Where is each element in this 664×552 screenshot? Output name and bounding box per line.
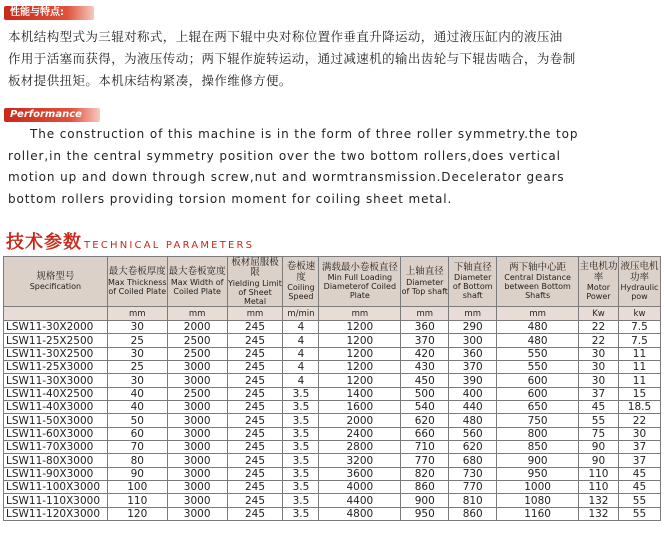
spec-cell: LSW11-90X3000 bbox=[4, 467, 108, 480]
table-cell: 600 bbox=[497, 374, 579, 387]
table-cell: 650 bbox=[497, 401, 579, 414]
table-cell: 3000 bbox=[167, 427, 227, 440]
column-header bbox=[497, 257, 579, 307]
table-cell: 550 bbox=[497, 361, 579, 374]
table-row bbox=[4, 401, 661, 414]
table-cell: 2500 bbox=[167, 387, 227, 400]
unit-cell: mm bbox=[167, 307, 227, 321]
table-cell: 245 bbox=[227, 427, 283, 440]
table-cell: 30 bbox=[618, 427, 660, 440]
table-cell: 245 bbox=[227, 401, 283, 414]
table-cell: 2500 bbox=[167, 334, 227, 347]
table-cell: 950 bbox=[497, 467, 579, 480]
table-cell: 75 bbox=[579, 427, 619, 440]
column-header-cn: 两下轴中心距 bbox=[509, 261, 567, 273]
table-cell: 3000 bbox=[167, 467, 227, 480]
table-cell: 3.5 bbox=[283, 481, 319, 494]
table-cell: 360 bbox=[401, 321, 449, 334]
spec-cell: LSW11-30X3000 bbox=[4, 374, 108, 387]
technical-title-cn: 技术参数 bbox=[6, 232, 82, 253]
table-cell: 3.5 bbox=[283, 454, 319, 467]
table-cell: 680 bbox=[449, 454, 497, 467]
table-cell: 370 bbox=[401, 334, 449, 347]
table-cell: 55 bbox=[618, 507, 660, 520]
table-cell: 800 bbox=[497, 427, 579, 440]
table-cell: 3000 bbox=[167, 361, 227, 374]
table-cell: 245 bbox=[227, 361, 283, 374]
column-header bbox=[579, 257, 619, 307]
table-row bbox=[4, 361, 661, 374]
unit-cell bbox=[4, 307, 108, 321]
table-cell: 7.5 bbox=[618, 321, 660, 334]
unit-cell: kw bbox=[618, 307, 660, 321]
table-cell: 22 bbox=[618, 414, 660, 427]
table-row bbox=[4, 427, 661, 440]
table-cell: 450 bbox=[401, 374, 449, 387]
column-header bbox=[283, 257, 319, 307]
performance-line: motion up and down through screw,nut and wormtransmission.Decelerator gears bbox=[8, 170, 565, 184]
spec-cell: LSW11-60X3000 bbox=[4, 427, 108, 440]
table-cell: 400 bbox=[449, 387, 497, 400]
table-cell: 4000 bbox=[319, 481, 401, 494]
table-cell: 1200 bbox=[319, 361, 401, 374]
table-cell: 90 bbox=[579, 441, 619, 454]
table-cell: 245 bbox=[227, 321, 283, 334]
table-cell: 1000 bbox=[497, 481, 579, 494]
table-cell: 70 bbox=[107, 441, 167, 454]
table-cell: 3000 bbox=[167, 401, 227, 414]
table-cell: 820 bbox=[401, 467, 449, 480]
column-header-en: Yielding Limit of Sheet Metal bbox=[228, 278, 282, 306]
table-cell: 245 bbox=[227, 441, 283, 454]
spec-cell: LSW11-25X3000 bbox=[4, 361, 108, 374]
column-header-cn: 规格型号 bbox=[36, 270, 75, 282]
features-line: 本机结构型式为三辊对称式，上辊在两下辊中央对称位置作垂直升降运动，通过液压缸内的液压油 bbox=[8, 29, 563, 44]
table-row bbox=[4, 441, 661, 454]
table-cell: 860 bbox=[449, 507, 497, 520]
table-cell: 420 bbox=[401, 347, 449, 360]
column-header-cn: 最大卷板宽度 bbox=[168, 266, 226, 278]
features-line: 板材提供扭矩。本机床结构紧凑，操作维修方便。 bbox=[8, 73, 292, 88]
column-header bbox=[319, 257, 401, 307]
column-header-cn: 主电机功率 bbox=[579, 261, 618, 283]
table-cell: 45 bbox=[618, 481, 660, 494]
spec-cell: LSW11-80X3000 bbox=[4, 454, 108, 467]
table-cell: 3200 bbox=[319, 454, 401, 467]
column-header-cn: 卷板速度 bbox=[286, 261, 316, 283]
column-header bbox=[227, 257, 283, 307]
column-header bbox=[107, 257, 167, 307]
table-cell: 550 bbox=[497, 347, 579, 360]
table-cell: 480 bbox=[497, 334, 579, 347]
table-cell: 1600 bbox=[319, 401, 401, 414]
table-cell: 900 bbox=[401, 494, 449, 507]
column-header-cn: 板材屈服极限 bbox=[231, 256, 279, 278]
table-cell: 3.5 bbox=[283, 467, 319, 480]
table-cell: 37 bbox=[618, 454, 660, 467]
table-cell: 4800 bbox=[319, 507, 401, 520]
column-header-en: Max Thickness of Coiled Plate bbox=[107, 277, 167, 296]
table-cell: 245 bbox=[227, 387, 283, 400]
column-header-cn: 满载最小卷板直径 bbox=[321, 261, 398, 273]
table-cell: 3.5 bbox=[283, 441, 319, 454]
performance-line: bottom rollers providing torsion moment for coiling sheet metal. bbox=[8, 191, 453, 206]
column-header-cn: 下轴直径 bbox=[453, 261, 492, 273]
table-cell: 860 bbox=[401, 481, 449, 494]
table-cell: 11 bbox=[618, 361, 660, 374]
table-cell: 30 bbox=[579, 361, 619, 374]
unit-cell: mm bbox=[227, 307, 283, 321]
table-cell: 245 bbox=[227, 481, 283, 494]
table-cell: 11 bbox=[618, 374, 660, 387]
table-cell: 45 bbox=[618, 467, 660, 480]
table-cell: 1200 bbox=[319, 347, 401, 360]
technical-parameters-title bbox=[6, 228, 254, 252]
table-row bbox=[4, 494, 661, 507]
table-cell: 750 bbox=[497, 414, 579, 427]
column-header bbox=[167, 257, 227, 307]
table-row bbox=[4, 454, 661, 467]
table-cell: 25 bbox=[107, 361, 167, 374]
table-cell: 120 bbox=[107, 507, 167, 520]
table-cell: 440 bbox=[449, 401, 497, 414]
spec-cell: LSW11-100X3000 bbox=[4, 481, 108, 494]
spec-cell: LSW11-30X2500 bbox=[4, 347, 108, 360]
table-cell: 30 bbox=[579, 347, 619, 360]
column-header-en: Hydraulic pow bbox=[620, 283, 659, 301]
table-row bbox=[4, 414, 661, 427]
table-cell: 1200 bbox=[319, 321, 401, 334]
unit-cell: m/min bbox=[283, 307, 319, 321]
spec-cell: LSW11-50X3000 bbox=[4, 414, 108, 427]
table-cell: 480 bbox=[449, 414, 497, 427]
table-cell: 900 bbox=[497, 454, 579, 467]
table-cell: 4 bbox=[283, 334, 319, 347]
table-cell: 620 bbox=[449, 441, 497, 454]
column-header-en: Diameter of Top shaft bbox=[401, 277, 448, 296]
table-cell: 7.5 bbox=[618, 334, 660, 347]
table-cell: 1200 bbox=[319, 334, 401, 347]
table-cell: 245 bbox=[227, 494, 283, 507]
table-header-row bbox=[4, 257, 661, 307]
column-header-en: Central Distance between Bottom Shafts bbox=[504, 273, 571, 301]
table-cell: 30 bbox=[579, 374, 619, 387]
column-header bbox=[4, 257, 108, 307]
table-cell: 3000 bbox=[167, 507, 227, 520]
table-cell: 30 bbox=[107, 374, 167, 387]
table-cell: 710 bbox=[401, 441, 449, 454]
table-cell: 1160 bbox=[497, 507, 579, 520]
column-header-en: Max Width of Coiled Plate bbox=[170, 277, 224, 296]
table-cell: 60 bbox=[107, 427, 167, 440]
table-cell: 3.5 bbox=[283, 387, 319, 400]
unit-cell: mm bbox=[449, 307, 497, 321]
column-header-en: Motor Power bbox=[586, 283, 611, 301]
spec-cell: LSW11-40X3000 bbox=[4, 401, 108, 414]
table-cell: 2500 bbox=[167, 347, 227, 360]
column-header-en: Min Full Loading Diameterof Coiled Plate bbox=[323, 273, 397, 301]
table-cell: 100 bbox=[107, 481, 167, 494]
features-paragraph bbox=[8, 26, 658, 92]
table-row bbox=[4, 347, 661, 360]
spec-cell: LSW11-30X2000 bbox=[4, 321, 108, 334]
column-header-cn: 液压电机功率 bbox=[620, 261, 659, 283]
table-cell: 3.5 bbox=[283, 507, 319, 520]
table-cell: 950 bbox=[401, 507, 449, 520]
table-cell: 245 bbox=[227, 374, 283, 387]
table-cell: 2000 bbox=[167, 321, 227, 334]
table-cell: 660 bbox=[401, 427, 449, 440]
table-row bbox=[4, 334, 661, 347]
table-cell: 390 bbox=[449, 374, 497, 387]
table-cell: 30 bbox=[107, 347, 167, 360]
table-cell: 110 bbox=[107, 494, 167, 507]
table-cell: 850 bbox=[497, 441, 579, 454]
table-row bbox=[4, 374, 661, 387]
unit-cell: mm bbox=[107, 307, 167, 321]
table-cell: 25 bbox=[107, 334, 167, 347]
performance-heading-tag: Performance bbox=[4, 108, 100, 122]
table-row bbox=[4, 321, 661, 334]
table-cell: 3000 bbox=[167, 454, 227, 467]
parameters-table bbox=[3, 256, 661, 521]
table-cell: 40 bbox=[107, 387, 167, 400]
table-cell: 1400 bbox=[319, 387, 401, 400]
column-header-cn: 上轴直径 bbox=[405, 266, 444, 278]
spec-cell: LSW11-25X2500 bbox=[4, 334, 108, 347]
performance-line: roller,in the central symmetry position over the two bottom rollers,does vertical bbox=[8, 148, 561, 163]
table-cell: 22 bbox=[579, 334, 619, 347]
table-cell: 90 bbox=[579, 454, 619, 467]
table-cell: 90 bbox=[107, 467, 167, 480]
table-cell: 245 bbox=[227, 507, 283, 520]
table-cell: 2000 bbox=[319, 414, 401, 427]
table-cell: 18.5 bbox=[618, 401, 660, 414]
table-cell: 37 bbox=[579, 387, 619, 400]
table-cell: 37 bbox=[618, 441, 660, 454]
table-cell: 1200 bbox=[319, 374, 401, 387]
unit-cell: mm bbox=[319, 307, 401, 321]
spec-cell: LSW11-120X3000 bbox=[4, 507, 108, 520]
table-cell: 3.5 bbox=[283, 494, 319, 507]
table-cell: 3000 bbox=[167, 374, 227, 387]
table-row bbox=[4, 481, 661, 494]
table-cell: 30 bbox=[107, 321, 167, 334]
performance-paragraph bbox=[8, 124, 658, 210]
table-cell: 370 bbox=[449, 361, 497, 374]
table-cell: 245 bbox=[227, 414, 283, 427]
table-cell: 770 bbox=[449, 481, 497, 494]
table-cell: 245 bbox=[227, 467, 283, 480]
table-cell: 1080 bbox=[497, 494, 579, 507]
table-cell: 500 bbox=[401, 387, 449, 400]
table-cell: 132 bbox=[579, 507, 619, 520]
table-cell: 4 bbox=[283, 321, 319, 334]
table-cell: 560 bbox=[449, 427, 497, 440]
table-cell: 245 bbox=[227, 334, 283, 347]
table-cell: 290 bbox=[449, 321, 497, 334]
table-cell: 55 bbox=[579, 414, 619, 427]
table-cell: 15 bbox=[618, 387, 660, 400]
spec-cell: LSW11-70X3000 bbox=[4, 441, 108, 454]
table-cell: 22 bbox=[579, 321, 619, 334]
table-cell: 770 bbox=[401, 454, 449, 467]
table-cell: 3000 bbox=[167, 494, 227, 507]
table-row bbox=[4, 467, 661, 480]
table-cell: 2800 bbox=[319, 441, 401, 454]
spec-cell: LSW11-40X2500 bbox=[4, 387, 108, 400]
table-cell: 11 bbox=[618, 347, 660, 360]
spec-cell: LSW11-110X3000 bbox=[4, 494, 108, 507]
table-cell: 245 bbox=[227, 454, 283, 467]
table-cell: 3.5 bbox=[283, 414, 319, 427]
table-cell: 132 bbox=[579, 494, 619, 507]
table-cell: 3.5 bbox=[283, 427, 319, 440]
unit-cell: Kw bbox=[579, 307, 619, 321]
table-cell: 810 bbox=[449, 494, 497, 507]
column-header-en: Specification bbox=[29, 282, 82, 292]
table-cell: 50 bbox=[107, 414, 167, 427]
table-cell: 730 bbox=[449, 467, 497, 480]
table-cell: 480 bbox=[497, 321, 579, 334]
table-cell: 3000 bbox=[167, 481, 227, 494]
column-header-cn: 最大卷板厚度 bbox=[108, 266, 166, 278]
table-cell: 3.5 bbox=[283, 401, 319, 414]
table-cell: 3600 bbox=[319, 467, 401, 480]
column-header-en: Diameter of Bottom shaft bbox=[452, 273, 493, 301]
table-cell: 3000 bbox=[167, 441, 227, 454]
table-cell: 4400 bbox=[319, 494, 401, 507]
table-cell: 3000 bbox=[167, 414, 227, 427]
performance-line: The construction of this machine is in the form of three roller symmetry.the top bbox=[30, 127, 579, 141]
column-header bbox=[618, 257, 660, 307]
table-cell: 620 bbox=[401, 414, 449, 427]
table-cell: 45 bbox=[579, 401, 619, 414]
technical-title-en: TECHNICAL PARAMETERS bbox=[84, 240, 255, 251]
column-header bbox=[401, 257, 449, 307]
column-header-en: Coiling Speed bbox=[287, 283, 315, 301]
features-heading-tag: 性能与特点: bbox=[4, 6, 94, 20]
table-cell: 4 bbox=[283, 347, 319, 360]
table-row bbox=[4, 507, 661, 520]
features-line: 作用于活塞而获得，为液压传动；两下辊作旋转运动，通过减速机的输出齿轮与下辊齿啮合，为卷制 bbox=[8, 51, 576, 66]
table-cell: 80 bbox=[107, 454, 167, 467]
table-cell: 430 bbox=[401, 361, 449, 374]
unit-cell: mm bbox=[401, 307, 449, 321]
unit-cell: mm bbox=[497, 307, 579, 321]
table-cell: 2400 bbox=[319, 427, 401, 440]
table-row bbox=[4, 387, 661, 400]
table-cell: 4 bbox=[283, 374, 319, 387]
table-cell: 245 bbox=[227, 347, 283, 360]
column-header bbox=[449, 257, 497, 307]
table-units-row bbox=[4, 307, 661, 321]
table-cell: 110 bbox=[579, 467, 619, 480]
table-cell: 300 bbox=[449, 334, 497, 347]
table-cell: 600 bbox=[497, 387, 579, 400]
table-cell: 55 bbox=[618, 494, 660, 507]
table-cell: 110 bbox=[579, 481, 619, 494]
table-cell: 40 bbox=[107, 401, 167, 414]
table-cell: 540 bbox=[401, 401, 449, 414]
table-cell: 4 bbox=[283, 361, 319, 374]
table-cell: 360 bbox=[449, 347, 497, 360]
